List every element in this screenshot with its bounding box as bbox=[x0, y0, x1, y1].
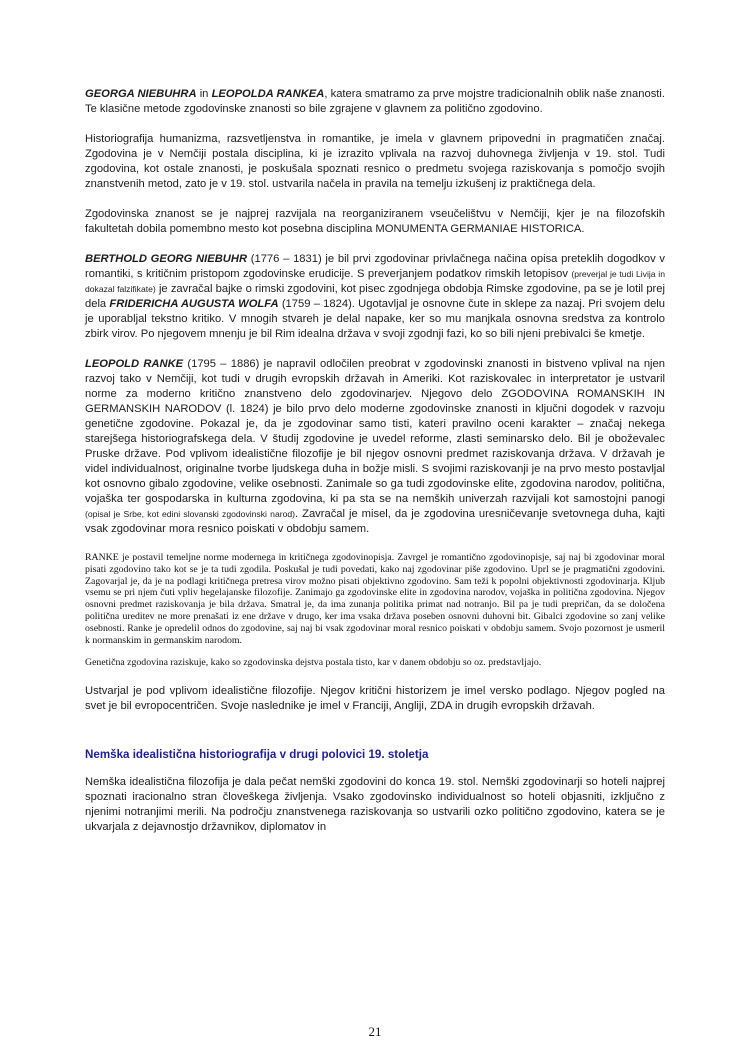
text-run: (preverjal je tudi Livija in dokazal falzifikate) bbox=[85, 269, 665, 294]
genetic-history-note bbox=[85, 657, 665, 669]
german-idealistic-paragraph bbox=[85, 775, 665, 835]
text-run: , katera smatramo za prve mojstre tradicionalnih oblik naše znanosti. Te klasične metode zgodovinske znanosti so bile zgrajene v glavnem za politično zgodovino. bbox=[85, 88, 665, 115]
emphasized-name-text: FRIDERICHA AUGUSTA WOLFA bbox=[109, 298, 279, 310]
ranke-paragraph bbox=[85, 357, 665, 537]
historiography-humanism-paragraph bbox=[85, 132, 665, 192]
text-run: Zgodovinska znanost se je najprej razvijala na reorganiziranem vseučelištvu v Nemčiji, kjer je na filozofskih fakultetah dobila pomembno mesto kot posebna disciplina MONUMENTA GERMANIAE HISTORICA. bbox=[85, 208, 665, 235]
niebuhr-paragraph bbox=[85, 252, 665, 342]
emphasized-name-text: GEORGA NIEBUHRA bbox=[85, 88, 197, 100]
text-run: RANKE je postavil temeljne norme modernega in kritičnega zgodovinopisja. Zavrgel je romantično zgodovinopisje, saj naj bi zgodovinar moral pisati zgodovino tako kot se je ta tudi zgodila. Poskušal je tudi povedati, kako naj zgodovinar piše zgodovino. Uprl se je pragmatični zgodovini. Zagovarjal je, da je na podlagi kritičnega pretresa virov možno pisati objektivno zgodovino. Sam teži k popolni objektivnosti zgodovinarja. Kljub vsemu se pri njem čuti vpliv hegelajanske filozofije. Zanimajo ga zgodovinske elite in zgodovina narodov, vojaška in politična zgodovina. Njegov osnovni predmet raziskovanja je bila država. Smatral je, da ima zunanja politika primat nad notranjo. Bil pa je tudi prepričan, da se določena politična ureditev ne more prenašati iz ene države v drugo, ker ima vsaka država poseben osnovni duhovni bit. Gibalci zgodovine so zanj velike osebnosti. Ranke je opredelil odnos do zgodovine, saj naj bi vsak zgodovinar moral resnico poiskati v obdobju samem. Svojo pozornost je usmeril k normanskim in germanskim narodom. bbox=[85, 552, 665, 646]
text-run: Nemška idealistična filozofija je dala pečat nemški zgodovini do konca 19. stol. Nemški zgodovinarji so hoteli najprej spoznati iracionalno stran človeškega življenja. Vsako zgodovinsko individualnost so hoteli objasniti, izključno z njenimi notranjimi merili. Na področju znanstvenega raziskovanja so ustvarili ozko politično zgodovino, katera se je ukvarjala z dejavnostjo državnikov, diplomatov in bbox=[85, 776, 665, 834]
text-run: Ustvarjal je pod vplivom idealistične filozofije. Njegov kritični historizem je imel versko podlago. Njegov pogled na svet je bil evropocentričen. Svoje naslednike je imel v Franciji, Angliji, ZDA in drugih evropskih državah. bbox=[85, 685, 665, 713]
emphasized-name-text: BERTHOLD GEORG NIEBUHR bbox=[85, 253, 248, 265]
text-run: je zavračal bajke o rimski zgodovini, kot pisec zgodnjega obdobja Rimske zgodovine, pa se je lotil prej dela bbox=[85, 283, 665, 310]
text-run: in bbox=[196, 88, 212, 100]
text-run: (1795 – 1886) je napravil odločilen preobrat v zgodovinski znanosti in bistveno vplival na njen razvoj tako v Nemčiji, kot tudi v drugih evropskih državah in Ameriki. Kot raziskovalec in interpretator je ustvaril norme za moderno kritično znanstveno delo zgodovinarjev. Njegovo delo ZGODOVINA ROMANSKIH IN GERMANSKIH NARODOV (l. 1824) je bilo prvo delo moderne zgodovinske znanosti in ključni dogodek v razvoju genetične zgodovine. Pokazal je, da je zgodovinar samo tisti, kateri pravilno oceni karakter – značaj nekega starejšega historiografskega dela. V študij zgodovine je uvedel reforme, zlasti seminarsko delo. Bil je oboževalec Pruske države. Pod vplivom idealistične filozofije je bil njegov osnovni predmet raziskovanja država. V državah je videl individualnost, originalne tvorbe ljudskega duha in božje misli. S svojimi raziskovanji je na prvo mesto postavljal kot osnovno gibalo zgodovine, velike osebnosti. Zanimale so ga tudi zgodovinske elite, zgodovina narodov, politična, vojaška ter gospodarska in kulturna zgodovina, ki pa sta se na nemških univerzah razvijali kot samostojni panogi bbox=[85, 358, 665, 505]
opening-paragraph bbox=[85, 87, 665, 117]
text-run: . Zavračal je misel, da je zgodovina uresničevanje svetovnega duha, kajti vsak zgodovinar mora resnico poiskati v obdobju samem. bbox=[85, 508, 665, 535]
page-number: 21 bbox=[368, 1024, 382, 1039]
text-run: Genetična zgodovina raziskuje, kako so zgodovinska dejstva postala tisto, kar v danem obdobju so oz. predstavljajo. bbox=[85, 657, 542, 669]
ranke-note bbox=[85, 552, 665, 646]
text-run: (1776 – 1831) je bil prvi zgodovinar privlačnega načina opisa preteklih dogodkov v romantiki, s kritičnim pristopom zgodovinske erudicije. S preverjanjem podatkov rimskih letopisov bbox=[85, 253, 665, 280]
emphasized-name-text: LEOPOLD RANKE bbox=[85, 358, 184, 370]
text-run: Nemška idealistična historiografija v drugi polovici 19. stoletja bbox=[85, 748, 429, 762]
text-run: (opisal je Srbe, kot edini slovanski zgodovinski narod) bbox=[85, 509, 296, 519]
text-run: Historiografija humanizma, razsvetljenstva in romantike, je imela v glavnem pripovedni in pragmatičen značaj. Zgodovina je v Nemčiji postala disciplina, ki je izrazito vplivala na razvoj duhovnega življenja v 19. stol. Tudi zgodovina, kot ostale znanosti, je poskušala spoznati resnico o predmetu svojega raziskovanja s pomočjo svojih znanstvenih metod, zato je v 19. stol. ustvarila načela in pravila na temelju izkušenj iz praktičnega dela. bbox=[85, 133, 665, 190]
historical-science-paragraph bbox=[85, 207, 665, 237]
text-run: (1759 – 1824). Ugotavljal je osnovne čute in sklepe za nazaj. Pri svojem delu je uporabljal tekstno kritiko. V mnogih stvareh je delal napake, ker so mu manjkala osnovna sredstva za kontrolo zbirk virov. Po njegovem mnenju je bil Rim idealna država v svoji zgodnji fazi, ko so bili njeni prebivalci še kmetje. bbox=[85, 298, 665, 340]
idealism-influence-paragraph bbox=[85, 684, 665, 714]
section-heading-german-idealistic-historiography bbox=[85, 747, 665, 762]
document-body bbox=[85, 87, 665, 835]
emphasized-name-text: LEOPOLDA RANKEA bbox=[211, 88, 325, 100]
